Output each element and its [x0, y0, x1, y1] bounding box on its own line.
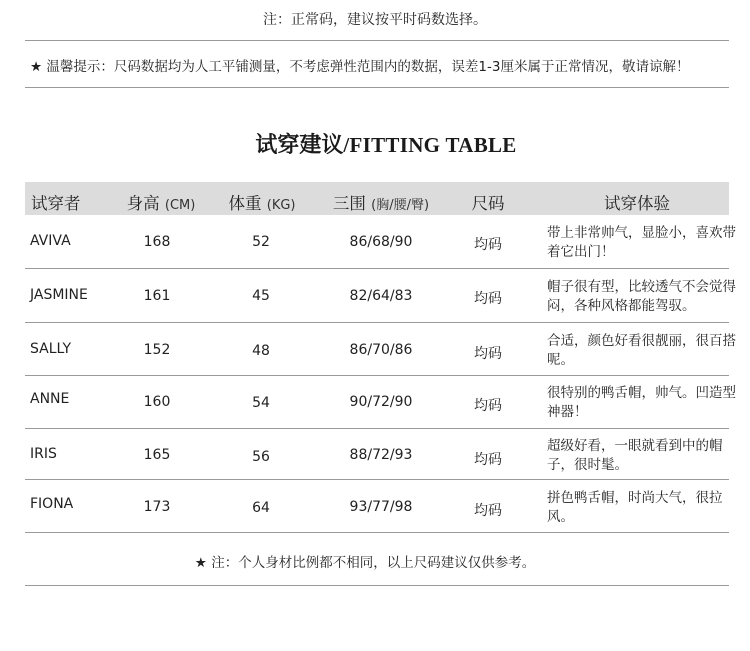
divider — [25, 87, 729, 88]
header-weight-label: 体重 — [228, 194, 262, 213]
row-measurements: 86/70/86 — [349, 342, 413, 358]
row-name: ANNE — [30, 391, 70, 407]
row-size: 均码 — [474, 398, 502, 414]
row-divider — [25, 479, 729, 480]
row-name: FIONA — [30, 496, 74, 512]
divider — [25, 585, 729, 586]
header-comment — [604, 190, 670, 214]
title-en: /FITTING TABLE — [343, 133, 517, 157]
table-bottom-rule — [25, 532, 729, 533]
row-weight: 64 — [252, 500, 270, 516]
divider — [25, 40, 729, 41]
row-name: JASMINE — [30, 287, 88, 303]
header-size-label: 尺码 — [471, 194, 505, 213]
header-height-unit: (CM) — [164, 198, 196, 213]
row-height: 165 — [143, 447, 171, 463]
measurement-tip: ★ 温馨提示：尺码数据均为人工平铺测量，不考虑弹性范围内的数据，误差1-3厘米属于正常情况，敬请谅解！ — [30, 59, 690, 75]
row-height: 168 — [143, 234, 171, 250]
row-divider — [25, 428, 729, 429]
row-measurements: 86/68/90 — [349, 234, 413, 250]
header-measurements — [333, 190, 429, 214]
header-height — [127, 190, 196, 214]
header-name-label: 试穿者 — [31, 194, 81, 213]
header-height-label: 身高 — [126, 194, 160, 213]
row-height: 161 — [143, 288, 171, 304]
header-name — [31, 190, 81, 214]
title-zh: 试穿建议 — [255, 132, 344, 158]
header-comment-label: 试穿体验 — [604, 194, 670, 213]
row-measurements: 82/64/83 — [349, 288, 413, 304]
row-name: SALLY — [30, 341, 72, 357]
row-weight: 52 — [252, 234, 270, 250]
row-name: AVIVA — [30, 233, 71, 249]
row-height: 160 — [143, 394, 171, 410]
row-comment: 拼色鸭舌帽，时尚大气，很拉风。 — [547, 490, 723, 525]
top-note: 注：正常码，建议按平时码数选择。 — [263, 12, 487, 28]
page-title — [0, 128, 750, 159]
row-name: IRIS — [30, 446, 57, 462]
row-divider — [25, 375, 729, 376]
row-divider — [25, 268, 729, 269]
row-weight: 54 — [252, 395, 270, 411]
row-size: 均码 — [474, 452, 502, 468]
footnote: ★ 注：个人身材比例都不相同，以上尺码建议仅供参考。 — [194, 555, 536, 571]
row-size: 均码 — [474, 503, 502, 519]
row-measurements: 93/77/98 — [349, 499, 413, 515]
header-measurements-label: 三围 — [332, 194, 366, 213]
row-divider — [25, 322, 729, 323]
row-height: 152 — [143, 342, 171, 358]
header-size — [472, 190, 505, 214]
header-weight-unit: (KG) — [266, 198, 296, 213]
row-comment: 超级好看，一眼就看到中的帽子，很时髦。 — [547, 438, 723, 473]
row-height: 173 — [143, 499, 171, 515]
header-weight — [229, 190, 296, 214]
row-measurements: 90/72/90 — [349, 394, 413, 410]
row-weight: 45 — [252, 288, 270, 304]
row-comment: 合适，颜色好看很靓丽，很百搭呢。 — [547, 333, 736, 368]
row-comment: 很特别的鸭舌帽，帅气。凹造型神器！ — [547, 385, 736, 420]
row-measurements: 88/72/93 — [349, 447, 413, 463]
row-size: 均码 — [474, 346, 502, 362]
row-comment: 带上非常帅气，显脸小，喜欢带着它出门！ — [547, 225, 736, 260]
row-size: 均码 — [474, 291, 502, 307]
row-size: 均码 — [474, 237, 502, 253]
row-weight: 48 — [252, 343, 270, 359]
row-comment: 帽子很有型，比较透气不会觉得闷，各种风格都能驾驭。 — [547, 279, 736, 314]
row-weight: 56 — [252, 449, 270, 465]
header-measurements-unit: (胸/腰/臀) — [371, 198, 430, 213]
